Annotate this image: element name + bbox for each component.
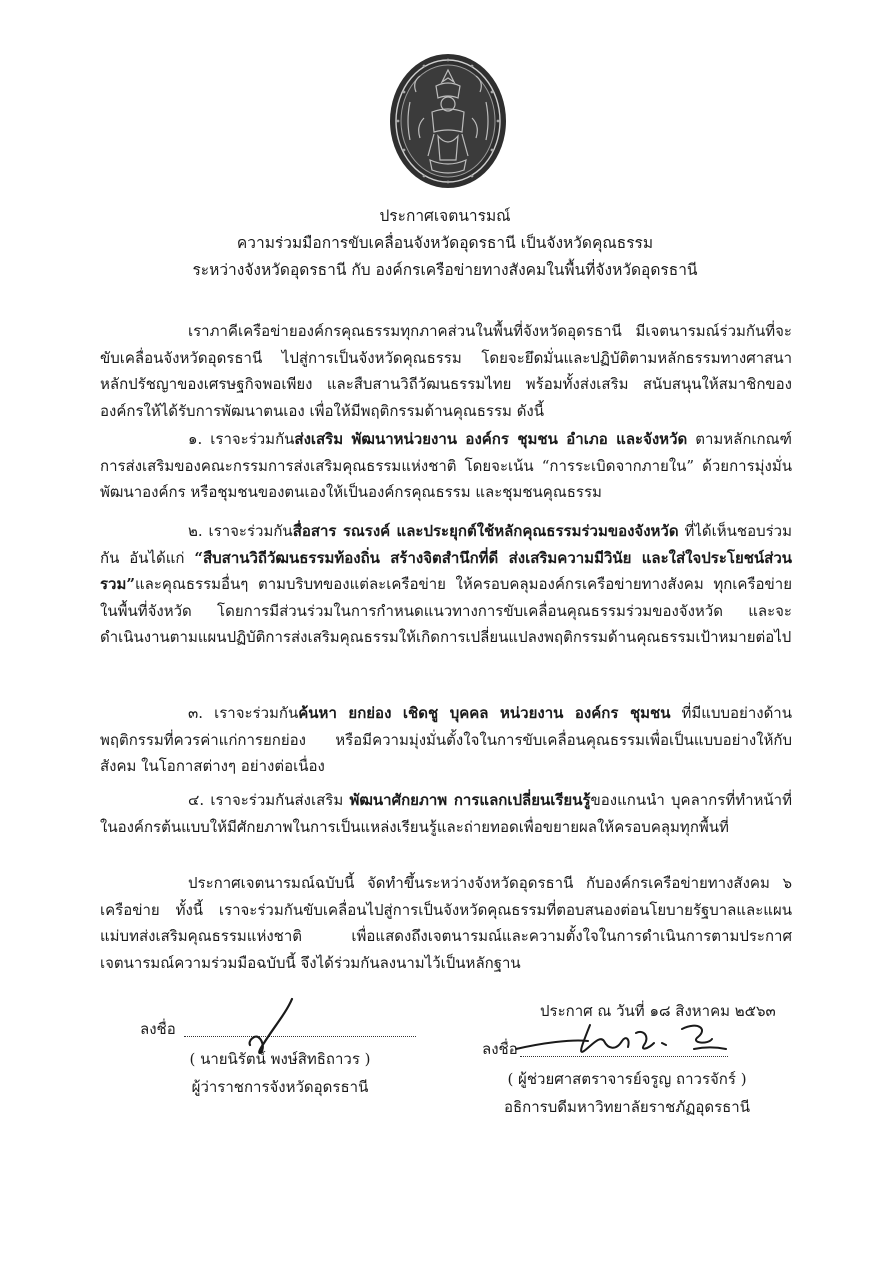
closing-text: ประกาศเจตนารมณ์ฉบับนี้ จัดทำขึ้นระหว่างจังหวัดอุดรธานี กับองค์กรเครือข่ายทางสังคม ๖ เครือข่าย ทั้งนี้ เราจะร่วมกันขับเคลื่อนไปสู่การเป็นจังหวัดคุณธรรมที่ตอบสนองต่อนโยบายรัฐบาลและแผนแม่บทส่งเสริมคุณธรรมแห่งชาติ เพื่อแสดงถึงเจตนารมณ์และความตั้งใจในการดำเนินการตามประกาศเจตนารมณ์ความร่วมมือฉบับนี้ จึงได้ร่วมกันลงนามไว้เป็นหลักฐาน [100, 874, 792, 972]
signer-name-left: ( นายนิรัตน์ พงษ์สิทธิถาวร ) [189, 1050, 371, 1068]
sign-label-left: ลงชื่อ [140, 1020, 176, 1038]
sign-row-right [482, 1035, 782, 1065]
closing-paragraph [100, 870, 792, 976]
item-2-mid: ที่ได้เห็นชอบร่วมกัน อันได้แก่ [100, 522, 792, 567]
item-4-bold: พัฒนาศักยภาพ การแลกเปลี่ยนเรียนรู้ [349, 791, 591, 809]
item-1-lead: ๑. เราจะร่วมกัน [188, 430, 295, 448]
item-3-bold: ค้นหา ยกย่อง เชิดชู บุคคล หน่วยงาน องค์กร ชุมชน [298, 704, 671, 722]
item-2-bold-2: “สืบสานวิถีวัฒนธรรมท้องถิ่น สร้างจิตสำนึกที่ดี ส่งเสริมความมีวินัย และใส่ใจประโยชน์ส่วนรวม” [100, 548, 792, 593]
title-line-2: ความร่วมมือการขับเคลื่อนจังหวัดอุดรธานี เป็นจังหวัดคุณธรรม [236, 234, 654, 252]
declaration-date: ประกาศ ณ วันที่ ๑๘ สิงหาคม ๒๕๖๓ [540, 1002, 776, 1020]
item-1-rest: ตามหลักเกณฑ์การส่งเสริมของคณะกรรมการส่งเสริมคุณธรรมแห่งชาติ โดยจะเน้น “การระเบิดจากภายใน” ด้วยการมุ่งมั่นพัฒนาองค์กร หรือชุมชนของตนเองให้เป็นองค์กรคุณธรรม และชุมชนคุณธรรม [100, 430, 793, 501]
sign-label-right: ลงชื่อ [482, 1040, 518, 1058]
intro-paragraph [100, 318, 792, 424]
signer-name-right: ( ผู้ช่วยศาสตราจารย์จรูญ ถาวรจักร์ ) [507, 1070, 747, 1088]
item-2-lead: ๒. เราจะร่วมกัน [188, 522, 293, 540]
document-title [90, 203, 800, 284]
item-4-rest: ของแกนนำ บุคลากรที่ทำหน้าที่ในองค์กรต้นแบบให้มีศักยภาพในการเป็นแหล่งเรียนรู้และถ่ายทอดเพื่อขยายผลให้ครอบคลุมทุกพื้นที่ [100, 791, 792, 836]
item-2-bold-1: สื่อสาร รณรงค์ และประยุกต์ใช้หลักคุณธรรมร่วมของจังหวัด [292, 522, 679, 540]
item-1-paragraph [100, 426, 792, 506]
item-4-lead: ๔. เราจะร่วมกันส่งเสริม [188, 791, 350, 809]
signature-block-left [140, 1015, 420, 1101]
seal-graphic [388, 52, 508, 190]
item-3-paragraph [100, 700, 792, 780]
item-2-paragraph [100, 518, 792, 651]
signer-position-right: อธิการบดีมหาวิทยาลัยราชภัฏอุดรธานี [504, 1098, 750, 1116]
item-3-lead: ๓. เราจะร่วมกัน [188, 704, 299, 722]
title-line-1: ประกาศเจตนารมณ์ [379, 207, 511, 225]
title-line-3: ระหว่างจังหวัดอุดรธานี กับ องค์กรเครือข่ายทางสังคมในพื้นที่จังหวัดอุดรธานี [192, 261, 698, 279]
signature-block-right [482, 1035, 782, 1121]
item-3-rest: ที่มีแบบอย่างด้านพฤติกรรมที่ควรค่าแก่การยกย่อง หรือมีความมุ่งมั่นตั้งใจในการขับเคลื่อนคุณธรรมเพื่อเป็นแบบอย่างให้กับสังคม ในโอกาสต่างๆ อย่างต่อเนื่อง [100, 704, 792, 775]
sign-row-left [140, 1015, 420, 1045]
item-4-paragraph [100, 787, 792, 840]
signer-position-left: ผู้ว่าราชการจังหวัดอุดรธานี [191, 1078, 369, 1096]
item-2-rest: และคุณธรรมอื่นๆ ตามบริบทของแต่ละเครือข่าย ให้ครอบคลุมองค์กรเครือข่ายทางสังคม ทุกเครือข่ายในพื้นที่จังหวัด โดยการมีส่วนร่วมในการกำหนดแนวทางการขับเคลื่อนคุณธรรมร่วมของจังหวัด และจะดำเนินงานตามแผนปฏิบัติการส่งเสริมคุณธรรมให้เกิดการเปลี่ยนแปลงพฤติกรรมด้านคุณธรรมเป้าหมายต่อไป [100, 575, 792, 646]
item-1-bold: ส่งเสริม พัฒนาหน่วยงาน องค์กร ชุมชน อำเภอ และจังหวัด [294, 430, 688, 448]
royal-seal-emblem-icon [388, 52, 508, 190]
signature-line-right [520, 1056, 728, 1057]
intro-text: เราภาคีเครือข่ายองค์กรคุณธรรมทุกภาคส่วนในพื้นที่จังหวัดอุดรธานี มีเจตนารมณ์ร่วมกันที่จะขับเคลื่อนจังหวัดอุดรธานี ไปสู่การเป็นจังหวัดคุณธรรม โดยจะยึดมั่นและปฏิบัติตามหลักธรรมทางศาสนา หลักปรัชญาของเศรษฐกิจพอเพียง และสืบสานวิถีวัฒนธรรมไทย พร้อมทั้งส่งเสริม สนับสนุนให้สมาชิกขององค์กรให้ได้รับการพัฒนาตนเอง เพื่อให้มีพฤติกรรมด้านคุณธรรม ดังนี้ [100, 322, 792, 420]
signature-line-left [184, 1036, 416, 1037]
